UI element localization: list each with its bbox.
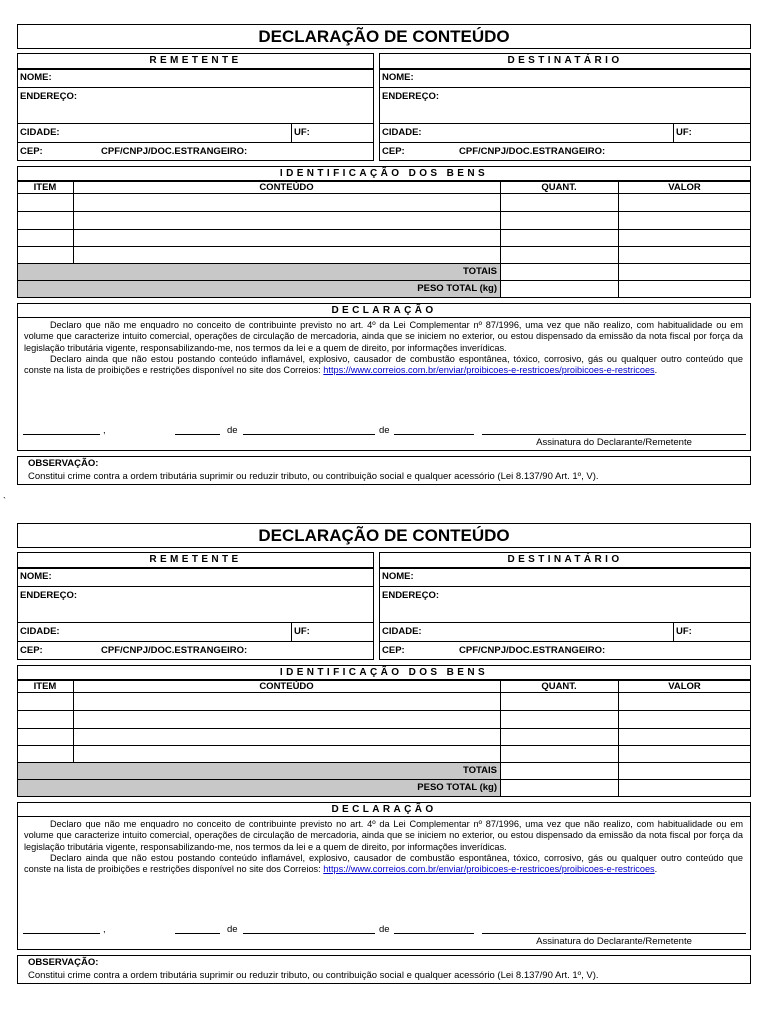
declaracao-paragraph-2: Declaro ainda que não estou postando conteúdo inflamável, explosivo, causador de combustão espontânea, tóxico, corrosivo, gás ou qualquer outro conteúdo que conste na lista de proibições e restrições disponível no site dos Correios: https://www.correios.com.br/enviar/proibicoes-e-restricoes/proibicoes-e-restricoes. [24,852,743,875]
peso-label: PESO TOTAL (kg) [417,782,497,793]
destinatario-uf-label: UF: [676,626,692,637]
col-quant: QUANT. [541,681,577,692]
month-field[interactable] [243,434,375,435]
col-item: ITEM [33,182,57,193]
bens-header: IDENTIFICAÇÃO DOS BENS [279,168,489,179]
remetente-cep-label: CEP: [20,146,43,157]
comma: , [103,425,106,436]
de-label-2: de [379,425,390,436]
col-conteudo: CONTEÚDO [259,681,314,692]
remetente-nome-label: NOME: [20,72,52,83]
totais-label: TOTAIS [463,765,497,776]
remetente-endereco-label: ENDEREÇO: [20,91,78,102]
observacao-label: OBSERVAÇÃO: [28,957,99,968]
form-title: DECLARAÇÃO DE CONTEÚDO [258,27,510,46]
place-field[interactable] [23,933,100,934]
destinatario-endereco-label: ENDEREÇO: [382,91,440,102]
remetente-uf-label: UF: [294,626,310,637]
comma: , [103,924,106,935]
destinatario-cidade-label: CIDADE: [382,127,422,138]
col-valor: VALOR [668,681,701,692]
declaracao-text [24,819,743,875]
destinatario-uf-label: UF: [676,127,692,138]
de-label-1: de [227,924,238,935]
remetente-cpf-label: CPF/CNPJ/DOC.ESTRANGEIRO: [101,645,248,656]
form-title: DECLARAÇÃO DE CONTEÚDO [258,526,510,545]
remetente-cep-label: CEP: [20,645,43,656]
de-label-1: de [227,425,238,436]
month-field[interactable] [243,933,375,934]
remetente-header: REMETENTE [149,554,242,565]
year-field[interactable] [394,933,474,934]
assinatura-label: Assinatura do Declarante/Remetente [536,437,692,448]
destinatario-header: DESTINATÁRIO [507,55,623,66]
col-item: ITEM [33,681,57,692]
declaracao-header: DECLARAÇÃO [331,305,437,316]
remetente-nome-label: NOME: [20,571,52,582]
de-label-2: de [379,924,390,935]
col-conteudo: CONTEÚDO [259,182,314,193]
totais-label: TOTAIS [463,266,497,277]
declaracao-header: DECLARAÇÃO [331,804,437,815]
declaracao-paragraph-1: Declaro que não me enquadro no conceito de contribuinte previsto no art. 4º da Lei Complementar nº 87/1996, uma vez que não realizo, com habitualidade ou em volume que caracterize intuito comercial, operações de circulação de mercadoria, ainda que se iniciem no exterior, ou estou dispensado da emissão da nota fiscal por força da legislação tributária vigente, responsabilizando-me, nos termos da lei e a quem de direito, por informações inverídicas. [24,819,743,852]
stray-mark: ` [3,496,6,506]
col-quant: QUANT. [541,182,577,193]
destinatario-cpf-label: CPF/CNPJ/DOC.ESTRANGEIRO: [459,645,606,656]
destinatario-cidade-label: CIDADE: [382,626,422,637]
remetente-cidade-label: CIDADE: [20,626,60,637]
signature-field[interactable] [482,933,746,934]
day-field[interactable] [175,933,220,934]
assinatura-label: Assinatura do Declarante/Remetente [536,936,692,947]
destinatario-endereco-label: ENDEREÇO: [382,590,440,601]
destinatario-nome-label: NOME: [382,571,414,582]
declaracao-paragraph-1: Declaro que não me enquadro no conceito de contribuinte previsto no art. 4º da Lei Complementar nº 87/1996, uma vez que não realizo, com habitualidade ou em volume que caracterize intuito comercial, operações de circulação de mercadoria, ainda que se iniciem no exterior, ou estou dispensado da emissão da nota fiscal por força da legislação tributária vigente, responsabilizando-me, nos termos da lei e a quem de direito, por informações inverídicas. [24,320,743,353]
destinatario-cep-label: CEP: [382,146,405,157]
peso-label: PESO TOTAL (kg) [417,283,497,294]
declaracao-text [24,320,743,376]
remetente-uf-label: UF: [294,127,310,138]
observacao-label: OBSERVAÇÃO: [28,458,99,469]
remetente-header: REMETENTE [149,55,242,66]
observacao-text: Constitui crime contra a ordem tributária suprimir ou reduzir tributo, ou contribuição social e qualquer acessório (Lei 8.137/90 Art. 1º, V). [28,970,599,981]
declaracao-paragraph-2: Declaro ainda que não estou postando conteúdo inflamável, explosivo, causador de combustão espontânea, tóxico, corrosivo, gás ou qualquer outro conteúdo que conste na lista de proibições e restrições disponível no site dos Correios: https://www.correios.com.br/enviar/proibicoes-e-restricoes/proibicoes-e-restricoes. [24,353,743,376]
day-field[interactable] [175,434,220,435]
correios-link[interactable]: https://www.correios.com.br/enviar/proibicoes-e-restricoes/proibicoes-e-restricoes [323,365,655,376]
remetente-endereco-label: ENDEREÇO: [20,590,78,601]
destinatario-cpf-label: CPF/CNPJ/DOC.ESTRANGEIRO: [459,146,606,157]
year-field[interactable] [394,434,474,435]
destinatario-nome-label: NOME: [382,72,414,83]
destinatario-header: DESTINATÁRIO [507,554,623,565]
place-field[interactable] [23,434,100,435]
observacao-text: Constitui crime contra a ordem tributária suprimir ou reduzir tributo, ou contribuição social e qualquer acessório (Lei 8.137/90 Art. 1º, V). [28,471,599,482]
remetente-cpf-label: CPF/CNPJ/DOC.ESTRANGEIRO: [101,146,248,157]
destinatario-cep-label: CEP: [382,645,405,656]
correios-link[interactable]: https://www.correios.com.br/enviar/proibicoes-e-restricoes/proibicoes-e-restricoes [323,864,655,875]
col-valor: VALOR [668,182,701,193]
signature-field[interactable] [482,434,746,435]
bens-header: IDENTIFICAÇÃO DOS BENS [279,667,489,678]
remetente-cidade-label: CIDADE: [20,127,60,138]
